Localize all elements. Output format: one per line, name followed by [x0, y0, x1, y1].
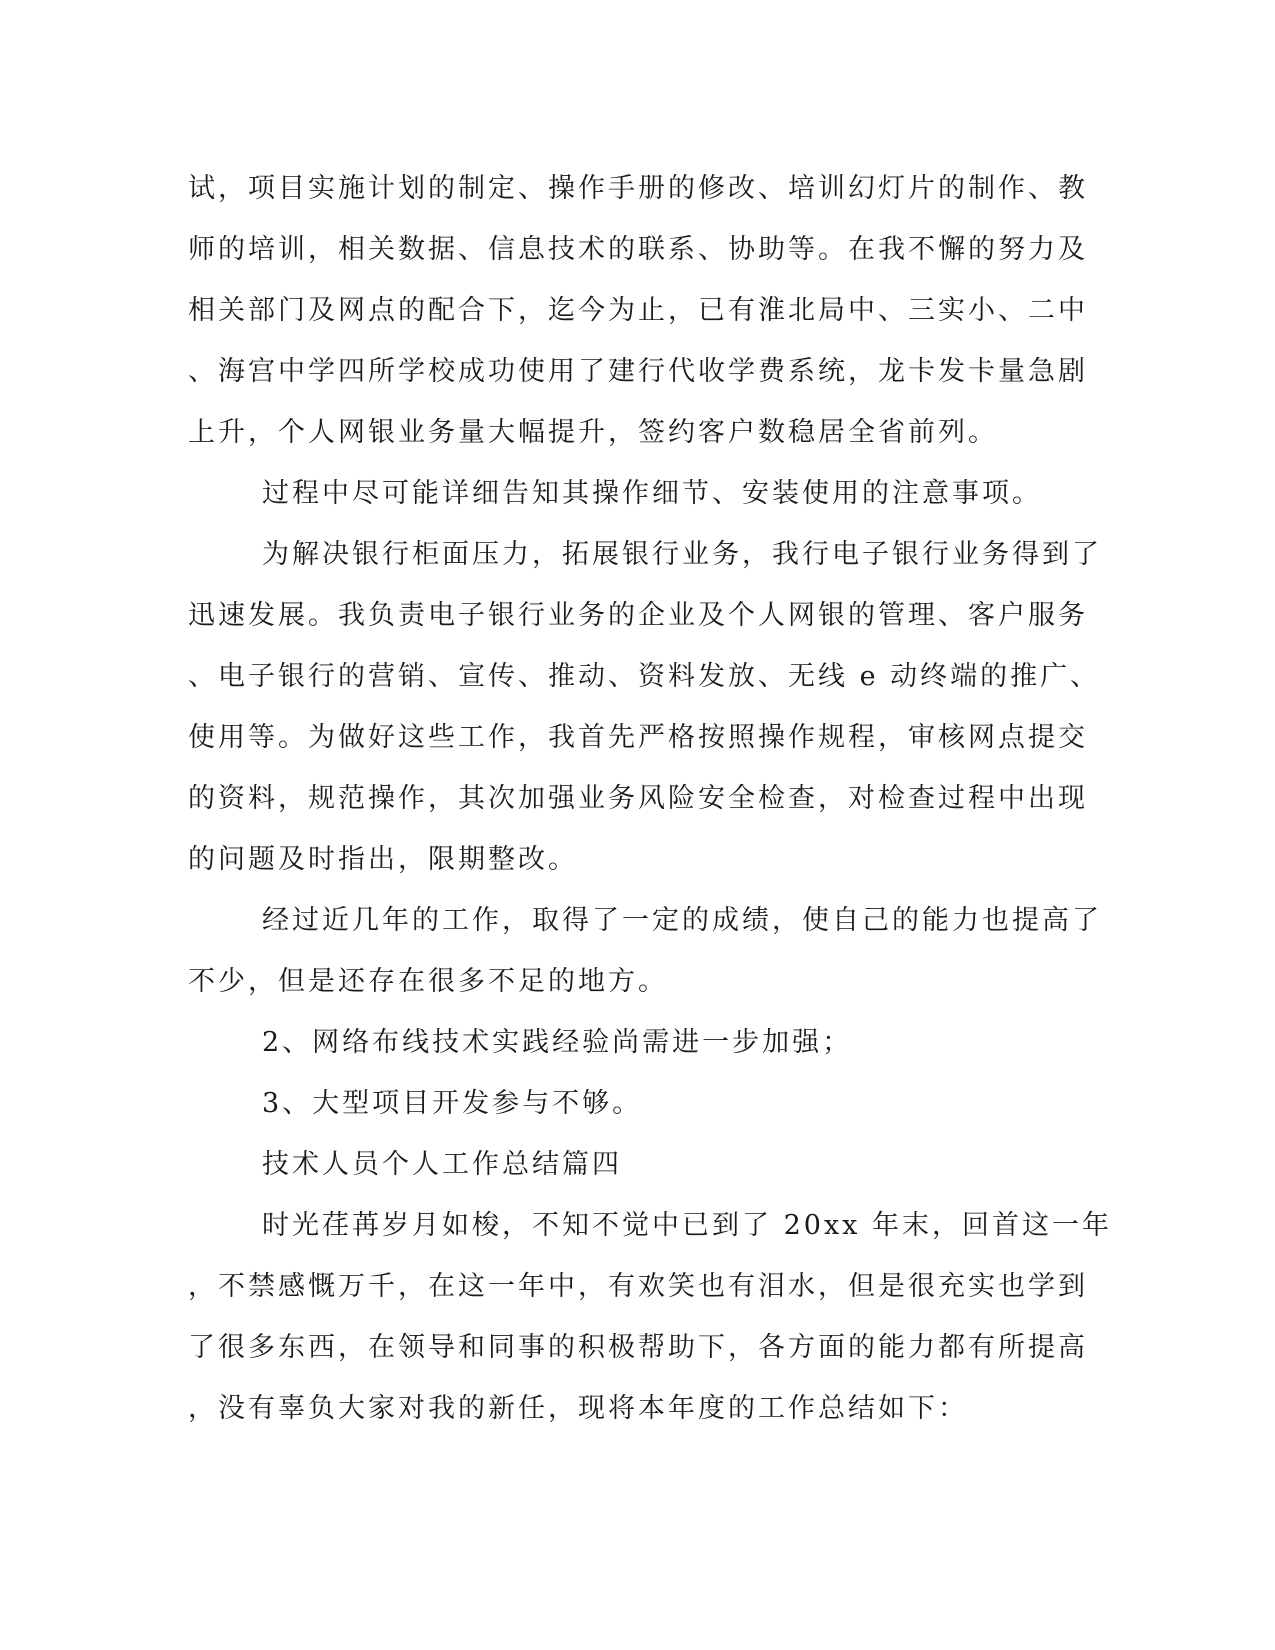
text-line: 相关部门及网点的配合下，迄今为止，已有淮北局中、三实小、二中: [188, 295, 1088, 326]
paragraph-line: 时光荏苒岁月如梭，不知不觉中已到了 20xx 年末，回首这一年: [262, 1210, 1112, 1241]
text-line: 、电子银行的营销、宣传、推动、资料发放、无线 e 动终端的推广、: [188, 661, 1101, 692]
paragraph-line: 经过近几年的工作，取得了一定的成绩，使自己的能力也提高了: [262, 905, 1102, 936]
text-line: 的问题及时指出，限期整改。: [188, 844, 578, 875]
text-line: 、海宫中学四所学校成功使用了建行代收学费系统，龙卡发卡量急剧: [188, 356, 1088, 387]
document-body: [188, 158, 1112, 1439]
paragraph-line: 过程中尽可能详细告知其操作细节、安装使用的注意事项。: [262, 478, 1042, 509]
text-line: ，没有辜负大家对我的新任，现将本年度的工作总结如下：: [188, 1393, 968, 1424]
text-line: ，不禁感慨万千，在这一年中，有欢笑也有泪水，但是很充实也学到: [188, 1271, 1088, 1302]
text-line: 的资料，规范操作，其次加强业务风险安全检查，对检查过程中出现: [188, 783, 1088, 814]
paragraph-line: 为解决银行柜面压力，拓展银行业务，我行电子银行业务得到了: [262, 539, 1102, 570]
list-item-line: 2、网络布线技术实践经验尚需进一步加强；: [262, 1027, 853, 1058]
text-line: 迅速发展。我负责电子银行业务的企业及个人网银的管理、客户服务: [188, 600, 1088, 631]
text-line: 使用等。为做好这些工作，我首先严格按照操作规程，审核网点提交: [188, 722, 1088, 753]
text-line: 不少，但是还存在很多不足的地方。: [188, 966, 668, 997]
text-line: 试，项目实施计划的制定、操作手册的修改、培训幻灯片的制作、教: [188, 173, 1088, 204]
text-line: 上升，个人网银业务量大幅提升，签约客户数稳居全省前列。: [188, 417, 998, 448]
text-line: 了很多东西，在领导和同事的积极帮助下，各方面的能力都有所提高: [188, 1332, 1088, 1363]
section-heading: 技术人员个人工作总结篇四: [262, 1149, 622, 1180]
list-item-line: 3、大型项目开发参与不够。: [262, 1088, 643, 1119]
text-line: 师的培训，相关数据、信息技术的联系、协助等。在我不懈的努力及: [188, 234, 1088, 265]
